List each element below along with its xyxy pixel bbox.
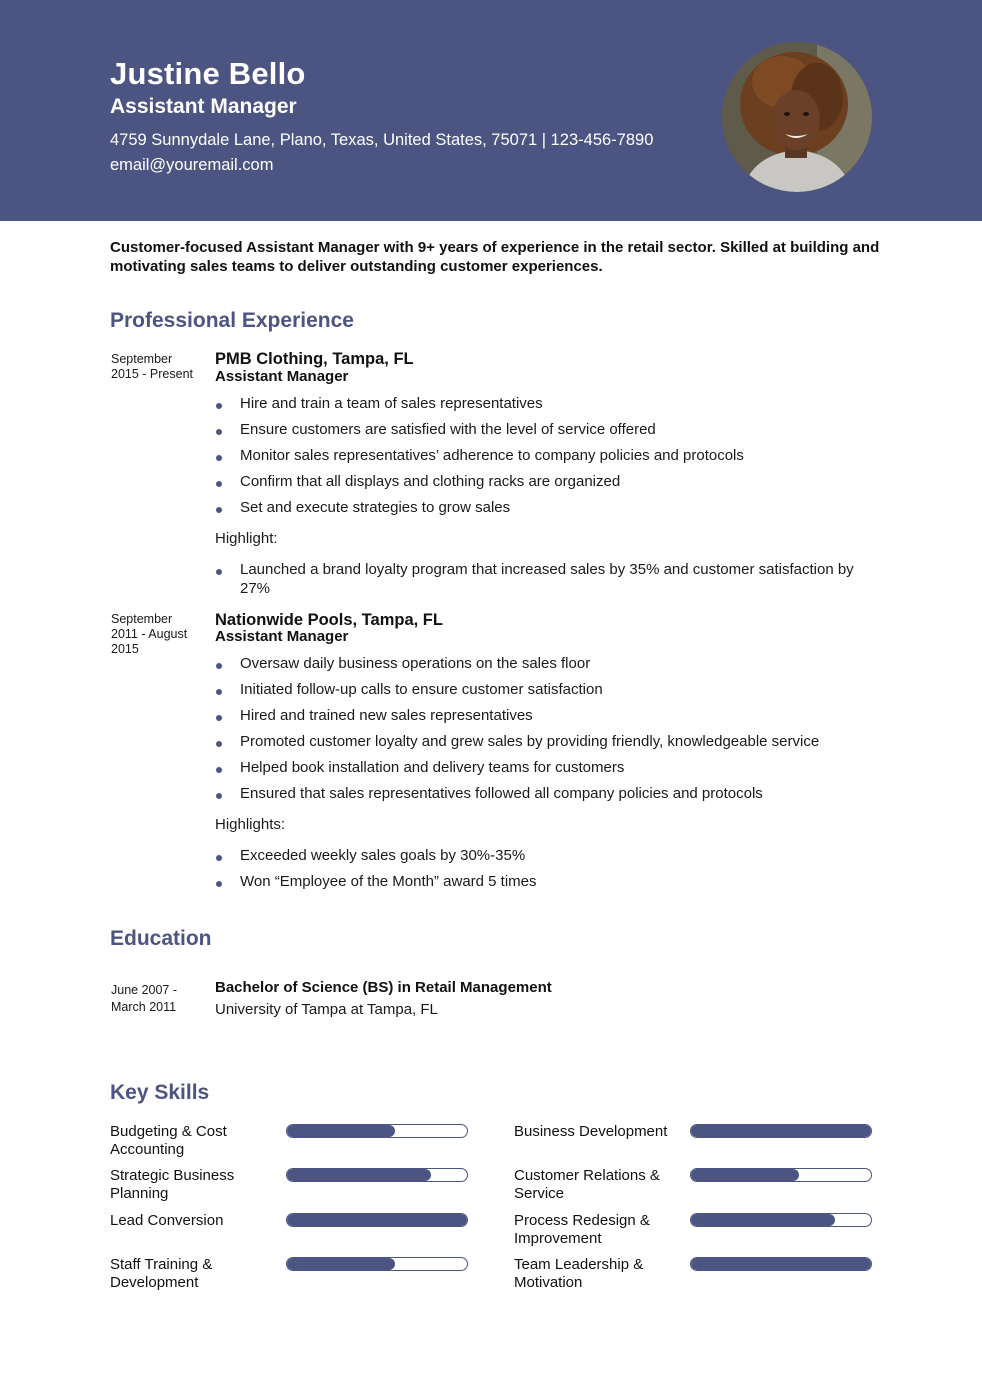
- skill-level-fill: [691, 1125, 871, 1137]
- bullet-icon: [216, 715, 222, 721]
- job-company: Nationwide Pools, Tampa, FL: [215, 611, 443, 629]
- bullet-icon: [216, 689, 222, 695]
- job-company: PMB Clothing, Tampa, FL: [215, 350, 414, 368]
- highlight-label: Highlights:: [215, 816, 286, 833]
- profile-summary: Customer-focused Assistant Manager with 9+ years of experience in the retail sector. Skilled at building and motivating sales teams to deliver outstanding customer experiences.: [110, 239, 880, 275]
- portrait-image: [722, 42, 872, 192]
- bullet-icon: [216, 569, 222, 575]
- bullet-icon: [216, 855, 222, 861]
- skill-item: [514, 1167, 894, 1207]
- skill-level-bar: [690, 1168, 872, 1182]
- skill-label: Lead Conversion: [110, 1212, 224, 1229]
- contact-info: [110, 128, 653, 178]
- skill-level-bar: [286, 1124, 468, 1138]
- list-item: Exceeded weekly sales goals by 30%-35%: [215, 846, 880, 865]
- skill-level-bar: [690, 1257, 872, 1271]
- skill-label: Business Development: [514, 1123, 668, 1140]
- skill-level-fill: [287, 1169, 431, 1181]
- list-item: Initiated follow-up calls to ensure customer satisfaction: [215, 680, 880, 699]
- list-item: Hired and trained new sales representatives: [215, 706, 880, 725]
- skill-item: [110, 1123, 490, 1163]
- skill-label: Staff Training & Development: [110, 1256, 213, 1291]
- list-item: Launched a brand loyalty program that increased sales by 35% and customer satisfaction by 27%: [215, 560, 880, 598]
- experience-heading: Professional Experience: [110, 309, 354, 332]
- education-heading: Education: [110, 927, 212, 950]
- bullet-icon: [216, 403, 222, 409]
- job-duties: [215, 394, 880, 517]
- skill-level-fill: [691, 1258, 871, 1270]
- skill-label: Team Leadership & Motivation: [514, 1256, 644, 1291]
- list-item: Won “Employee of the Month” award 5 times: [215, 872, 880, 891]
- job-highlights: [215, 560, 880, 598]
- job-role: Assistant Manager: [215, 628, 349, 645]
- list-item: Ensure customers are satisfied with the level of service offered: [215, 420, 880, 439]
- skill-level-bar: [286, 1257, 468, 1271]
- email: email@youremail.com: [110, 156, 274, 174]
- list-item: Set and execute strategies to grow sales: [215, 498, 880, 517]
- skill-label: Process Redesign & Improvement: [514, 1212, 650, 1247]
- profile-photo: [722, 42, 872, 192]
- skill-level-fill: [287, 1125, 395, 1137]
- highlight-label: Highlight:: [215, 530, 278, 547]
- skill-item: [514, 1256, 894, 1296]
- skill-level-bar: [286, 1213, 468, 1227]
- education-school: University of Tampa at Tampa, FL: [215, 1001, 438, 1018]
- list-item: Helped book installation and delivery teams for customers: [215, 758, 880, 777]
- list-item: Monitor sales representatives’ adherence to company policies and protocols: [215, 446, 880, 465]
- skill-item: [110, 1256, 490, 1296]
- bullet-icon: [216, 881, 222, 887]
- skill-label: Customer Relations & Service: [514, 1167, 660, 1202]
- bullet-icon: [216, 767, 222, 773]
- skill-level-fill: [691, 1169, 799, 1181]
- list-item: Confirm that all displays and clothing racks are organized: [215, 472, 880, 491]
- skill-item: [514, 1212, 894, 1252]
- skill-level-fill: [287, 1214, 467, 1226]
- candidate-title: Assistant Manager: [110, 95, 297, 118]
- skill-label: Budgeting & Cost Accounting: [110, 1123, 227, 1158]
- candidate-name: Justine Bello: [110, 56, 306, 91]
- education-date: June 2007 - March 2011: [111, 983, 178, 1014]
- skill-item: [110, 1212, 490, 1252]
- skills-heading: Key Skills: [110, 1081, 210, 1104]
- job-date: September 2011 - August 2015: [111, 612, 188, 656]
- job-role: Assistant Manager: [215, 368, 349, 385]
- skill-level-bar: [286, 1168, 468, 1182]
- address-phone: 4759 Sunnydale Lane, Plano, Texas, United States, 75071 | 123-456-7890: [110, 131, 654, 149]
- bullet-icon: [216, 663, 222, 669]
- job-date: September 2015 - Present: [111, 352, 193, 381]
- bullet-icon: [216, 507, 222, 513]
- list-item: Oversaw daily business operations on the sales floor: [215, 654, 880, 673]
- skill-level-fill: [287, 1258, 395, 1270]
- job-duties: [215, 654, 880, 803]
- bullet-icon: [216, 481, 222, 487]
- skill-label: Strategic Business Planning: [110, 1167, 235, 1202]
- resume-header: [0, 0, 982, 221]
- education-degree: Bachelor of Science (BS) in Retail Management: [215, 979, 552, 996]
- bullet-icon: [216, 741, 222, 747]
- skill-level-bar: [690, 1124, 872, 1138]
- bullet-icon: [216, 429, 222, 435]
- skill-item: [514, 1123, 894, 1163]
- list-item: Ensured that sales representatives followed all company policies and protocols: [215, 784, 880, 803]
- skill-level-bar: [690, 1213, 872, 1227]
- list-item: Hire and train a team of sales representatives: [215, 394, 880, 413]
- list-item: Promoted customer loyalty and grew sales by providing friendly, knowledgeable service: [215, 732, 880, 751]
- bullet-icon: [216, 793, 222, 799]
- job-highlights: [215, 846, 880, 891]
- bullet-icon: [216, 455, 222, 461]
- skill-level-fill: [691, 1214, 835, 1226]
- skill-item: [110, 1167, 490, 1207]
